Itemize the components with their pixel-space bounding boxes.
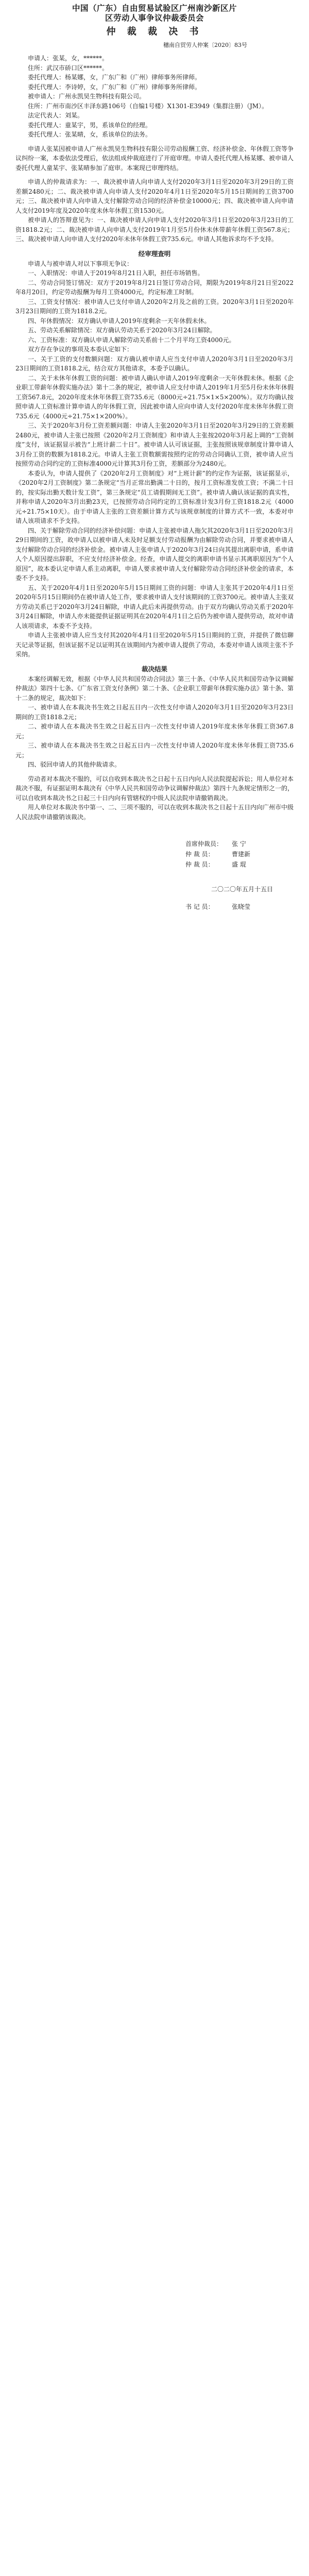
fact-paragraph: 二、关于未休年休假工资的问题：被申请人确认申请人2019年度剩余一天年休假未休。根据《企业职工带薪年休假实施办法》第十二条的规定，被申请人应支付申请人2019年1月至5月份未休年休假工资567.8元，2020年度未休年休假工资735.6元（8000元÷21.75×1×5×200%）。双方均确认按照申请人工资标准计算申请人的年休假工资，因此被申请人应向申请人支付2020年度未休年休假工资735.6元（4000元÷21.75×1×200%）。 xyxy=(15,374,294,420)
party-line: 住所：广州市南沙区丰泽东路106号（自编1号楼）X1301-E3949（集群注册）（JM）。 xyxy=(28,102,268,110)
ruling-heading: 裁决结果 xyxy=(141,665,167,673)
arbitrator-name: 盛 琨 xyxy=(232,861,246,868)
fact-paragraph: 申请人主张被申请人应当支付其2020年4月1日至2020年5月15日期间的工资，并提供了微信聊天记录等证据，但该证据不足以证明其在该期间内为被申请人提供了劳动，本委对申请人该项主张不予采纳。 xyxy=(15,632,294,658)
party-line: 住所：武汉市硚口区******。 xyxy=(28,64,109,72)
ruling-item: 一、被申请人在本裁决书生效之日起五日内一次性支付申请人2020年3月1日至2020年3月23日期间的工资1818.2元； xyxy=(15,704,294,721)
facts-heading: 经审理查明 xyxy=(138,249,171,258)
arbitrator-label: 仲 裁 员： xyxy=(185,851,214,858)
fact-paragraph: 四、关于解除劳动合同的经济补偿问题：申请人主张被申请人拖欠其2020年3月1日至2020年3月29日期间的工资，故申请人以被申请人未及时足额支付劳动报酬为由解除劳动合同，并要求被申请人支付解除劳动合同的经济补偿金。被申请人主张申请人于2020年3月24日向其提出离职申请，系申请人个人原因提出辞职，不应支付经济补偿金。经查，申请人提交的离职申请书显示其离职原因为“个人原因”，故本委认定申请人系主动离职，申请人要求被申请人支付解除劳动合同经济补偿金的请求，本委不予支持。 xyxy=(15,527,294,582)
issuer-line-1: 中国（广东）自由贸易试验区广州南沙新区片 xyxy=(72,3,237,13)
fact-paragraph: 双方存在争议的事项及本委认定如下： xyxy=(28,346,133,353)
party-line: 被申请人：广州永凯昊生物科技有限公司。 xyxy=(28,93,146,100)
intro-section xyxy=(15,144,294,244)
facts-section xyxy=(15,259,294,659)
fact-paragraph: 五、关于2020年4月1日至2020年5月15日期间工资的问题：申请人主张其于2020年4月1日至2020年5月15日期间仍在被申请人处工作，要求被申请人支付该期间的工资3700元。被申请人主张双方劳动关系已于2020年3月24日解除，申请人此后未再提供劳动。由于双方均确认劳动关系于2020年3月24日解除，申请人亦未能提供证据证明其在2020年4月1日之后仍为被申请人提供劳动，故对申请人该项请求，本委不予支持。 xyxy=(15,584,294,630)
chief-arbitrator-name: 张 宁 xyxy=(232,840,246,848)
ruling-item: 二、被申请人在本裁决书生效之日起五日内一次性支付申请人2019年度未休年休假工资367.8元； xyxy=(15,723,294,740)
fact-paragraph: 六、工资标准：双方确认申请人解除劳动关系前十二个月平均工资4000元。 xyxy=(28,336,235,344)
ruling-item: 四、驳回申请人的其他仲裁请求。 xyxy=(28,761,121,768)
fact-paragraph: 四、年休假情况：双方确认申请人2019年度剩余一天年休假未休。 xyxy=(28,317,211,325)
party-line: 委托代理人：李诗婷，女，广东广和（广州）律师事务所律师。 xyxy=(28,83,201,91)
document-title: 仲 裁 裁 决 书 xyxy=(106,26,203,37)
ruling-basis: 本案经调解无效，根据《中华人民共和国劳动合同法》第三十条、《中华人民共和国劳动争议调解仲裁法》第四十七条、《广东省工资支付条例》第二十条、《企业职工带薪年休假实施办法》第十条、第十二条的规定，裁决如下： xyxy=(15,675,294,702)
closing-section xyxy=(15,774,294,822)
fact-paragraph: 二、劳动合同签订情况：双方于2019年8月21日签订劳动合同，期限为2019年8月21日至2022年8月20日，约定劳动报酬为每月工资4000元，约定标准工时制。 xyxy=(15,279,294,296)
clerk-name: 张晓莹 xyxy=(232,903,251,910)
fact-paragraph: 三、工资支付情况：被申请人已支付申请人2020年2月及之前的工资。2020年3月1日至2020年3月23日期间的工资为1818.2元。 xyxy=(15,298,294,315)
party-line: 委托代理人：张某晴，女，系该单位的法务。 xyxy=(28,131,152,138)
parties-section xyxy=(15,54,294,140)
intro-paragraph: 申请人的仲裁请求为：一、裁决被申请人向申请人支付2020年3月1日至2020年3月29日的工资差额2480元；二、裁决被申请人向申请人支付2020年4月1日至2020年5月15日期间的工资3700元；三、裁决被申请人向申请人支付解除劳动合同的经济补偿金10000元；四、裁决被申请人向申请人支付2019年度及2020年度未休年休假工资1530元。 xyxy=(15,178,294,214)
arbitrator-name: 曹建新 xyxy=(232,851,251,858)
party-line: 法定代表人：刘某。 xyxy=(28,112,84,119)
award-date: 二〇二〇年五月十五日 xyxy=(211,886,273,893)
signature-block xyxy=(15,839,294,912)
fact-paragraph: 三、关于2020年3月份工资差额问题：申请人主张2020年3月1日至2020年3月29日的工资差额2480元，被申请人主张已按照《2020年2月工资制度》和申请人主张按2020年3月起上调的“工资制度”支付，该证据显示被告“上班计薪二十日”。被申请人认可该证据，主张按照该规章制度计算申请人3月份工资的数额为1818.2元。申请人主张工资数额需按照约定的劳动合同确认工资，被申请人应当按照劳动合同约定的工资标准4000元计算其3月份工资，差额部分为2480元。 xyxy=(15,422,294,467)
party-line: 申请人：张某，女，******。 xyxy=(28,55,109,62)
fact-paragraph: 一、入职情况：申请人于2019年8月21日入职，担任市场销售。 xyxy=(28,269,204,277)
closing-paragraph: 用人单位对本裁决书中第一、二、三项不服的，可以在收到本裁决书之日起十五日内向广州市中级人民法院申请撤销该裁决。 xyxy=(15,804,294,821)
intro-paragraph: 被申请人的答辩意见为：一、裁决被申请人向申请人支付2020年3月1日至2020年3月23日的工资1818.2元；二、裁决被申请人向申请人支付2019年1月至5月份休未休带薪年休假工资567.8元；三、裁决被申请人向申请人支付2020年未休年休假工资735.6元。申请人其他诉求均不予支持。 xyxy=(15,216,294,243)
party-line: 委托代理人：童某宇，男，系该单位的经理。 xyxy=(28,121,152,129)
party-line: 委托代理人：杨某娜，女，广东广和（广州）律师事务所律师。 xyxy=(28,74,201,81)
fact-paragraph: 本委认为，申请人提供了《2020年2月工资制度》对“上班计薪”的约定作为证据，该证据显示，《2020年2月工资制度》第二条规定“当月正常出勤满二十日的，按月工资标准发放工资；不满二十日的，按实际出勤天数计发工资”，第三条规定“员工请假期间无工资”。被申请人确认该证据的真实性，并称申请人2020年3月出勤23天，已按照劳动合同约定的工资标准计发3月份工资1818.2元（4000元÷21.75×10天）。由于申请人主张的工资差额计算方式与该规章制度的计算方式不一致，本委对申请人该项请求不予支持。 xyxy=(15,469,294,524)
fact-paragraph: 五、劳动关系解除情况：双方确认劳动关系于2020年3月24日解除。 xyxy=(28,327,216,334)
document-number: 穗南自贸劳人仲案〔2020〕83号 xyxy=(163,42,247,48)
fact-paragraph: 一、关于工资的支付数额问题：双方确认被申请人应当支付申请人2020年3月1日至2020年3月23日期间的工资1818.2元，结合双方其他请求，本委予以确认。 xyxy=(15,355,294,372)
closing-paragraph: 劳动者对本裁决不服的，可以自收到本裁决书之日起十五日内向人民法院提起诉讼；用人单位对本裁决不服，有证据证明本裁决有《中华人民共和国劳动争议调解仲裁法》第四十九条规定情形之一的，可以自收到本裁决书之日起三十日内向有管辖权的中级人民法院申请撤销裁决。 xyxy=(15,775,294,802)
ruling-item: 三、被申请人在本裁决书生效之日起五日内一次性支付申请人2020年度未休年休假工资735.6元； xyxy=(15,742,294,759)
issuer-line-2: 区劳动人事争议仲裁委员会 xyxy=(105,13,204,23)
fact-paragraph: 申请人与被申请人对以下事项无争议： xyxy=(28,260,133,267)
arbitrator-label: 仲 裁 员： xyxy=(185,861,214,868)
clerk-label: 书 记 员： xyxy=(185,903,214,910)
chief-arbitrator-label: 首席仲裁员： xyxy=(185,840,223,848)
ruling-section xyxy=(15,674,294,770)
intro-paragraph: 申请人张某因被申请人广州永凯昊生物科技有限公司劳动报酬工资、经济补偿金、年休假工资等争议纠纷一案，本委依法受理后，依法组成仲裁庭进行了开庭审理。申请人委托代理人杨某娜、被申请人委托代理人童某宇、张某晴参加了庭审。本案现已审理终结。 xyxy=(15,145,294,172)
